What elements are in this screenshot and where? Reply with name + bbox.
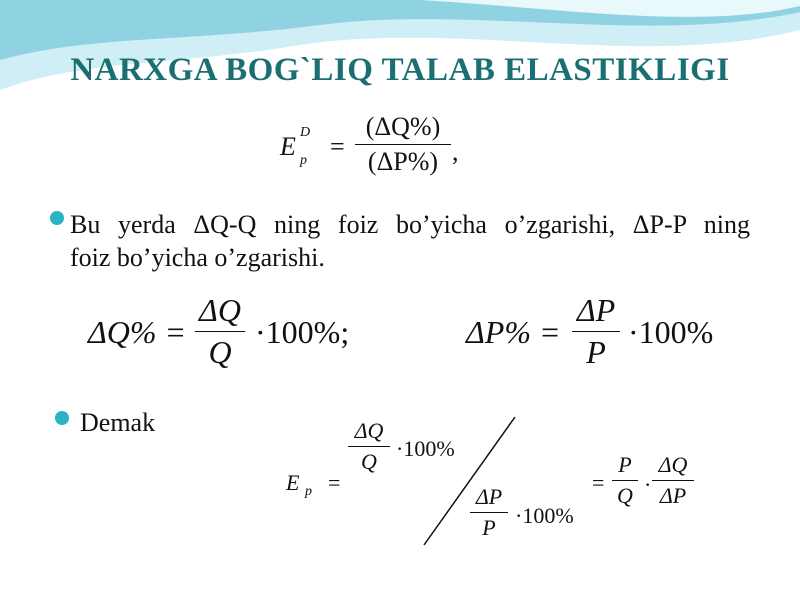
formula1-sub: p bbox=[300, 153, 307, 168]
bullet-point bbox=[50, 211, 64, 225]
formula3-numerator: ΔP bbox=[576, 292, 616, 328]
formula4-bottom-denominator: P bbox=[482, 515, 496, 540]
formula4-top-mult: ·100% bbox=[396, 436, 455, 461]
formula4-r2-bar bbox=[652, 480, 694, 481]
formula4-r2-numerator: ΔQ bbox=[658, 452, 688, 477]
formula3-denominator: P bbox=[586, 334, 606, 370]
formula3-rhs: ·100% bbox=[628, 314, 714, 350]
formula2-numerator: ΔQ bbox=[199, 292, 241, 328]
formula2-lhs: ΔQ% = bbox=[88, 314, 187, 350]
slide-title: NARXGA BOG`LIQ TALAB ELASTIKLIGI bbox=[70, 52, 730, 88]
formula2-denominator: Q bbox=[208, 334, 232, 370]
formula4-top-bar bbox=[348, 446, 390, 447]
formula3-lhs: ΔP% = bbox=[466, 314, 561, 350]
formula4-eq: = bbox=[328, 470, 341, 495]
bullet1-line1: Bu yerda ΔQ-Q ning foiz bo’yicha o’zgarishi, ΔP-P ning bbox=[70, 210, 750, 239]
formula1-sup: D bbox=[300, 125, 311, 140]
formula4-right-fraction-1 bbox=[612, 452, 638, 509]
formula1-eq: = bbox=[330, 132, 345, 161]
formula3-fraction bbox=[572, 292, 620, 371]
formula4-top-fraction bbox=[348, 418, 390, 475]
formula4-top-numerator: ΔQ bbox=[354, 418, 384, 443]
formula4-eq2: = bbox=[592, 470, 605, 495]
formula4-bottom-bar bbox=[470, 512, 508, 513]
formula4-r1-numerator: P bbox=[618, 452, 632, 477]
formula1-lhs: E bbox=[280, 132, 296, 161]
formula1-denominator: (ΔP%) bbox=[367, 147, 439, 176]
formula4-bottom-fraction bbox=[470, 484, 508, 541]
formula1-numerator: (ΔQ%) bbox=[365, 112, 441, 141]
formula1-fraction bbox=[355, 112, 451, 177]
formula4-top-denominator: Q bbox=[361, 449, 377, 474]
formula4-r2-denominator: ΔP bbox=[659, 483, 687, 508]
formula1-comma: , bbox=[452, 137, 459, 166]
bullet2-label: Demak bbox=[80, 408, 156, 437]
bullet1-line2: foiz bo’yicha o’zgarishi. bbox=[70, 243, 325, 272]
formula3-bar bbox=[572, 331, 620, 332]
formula2-fraction bbox=[195, 292, 245, 371]
formula2-bar bbox=[195, 331, 245, 332]
formula4-r1-denominator: Q bbox=[617, 483, 633, 508]
formula4-sub: p bbox=[305, 484, 312, 499]
formula4-dot: · bbox=[644, 472, 652, 497]
formula4-lhs: E bbox=[286, 470, 300, 495]
formula1-bar bbox=[355, 144, 451, 145]
formula4-bottom-numerator: ΔP bbox=[475, 484, 503, 509]
formula4-r1-bar bbox=[612, 480, 638, 481]
formula4-right-fraction-2 bbox=[652, 452, 694, 509]
formula2-rhs: ·100%; bbox=[255, 314, 350, 350]
formula4-bottom-mult: ·100% bbox=[515, 503, 574, 528]
bullet-point-2 bbox=[55, 411, 69, 425]
